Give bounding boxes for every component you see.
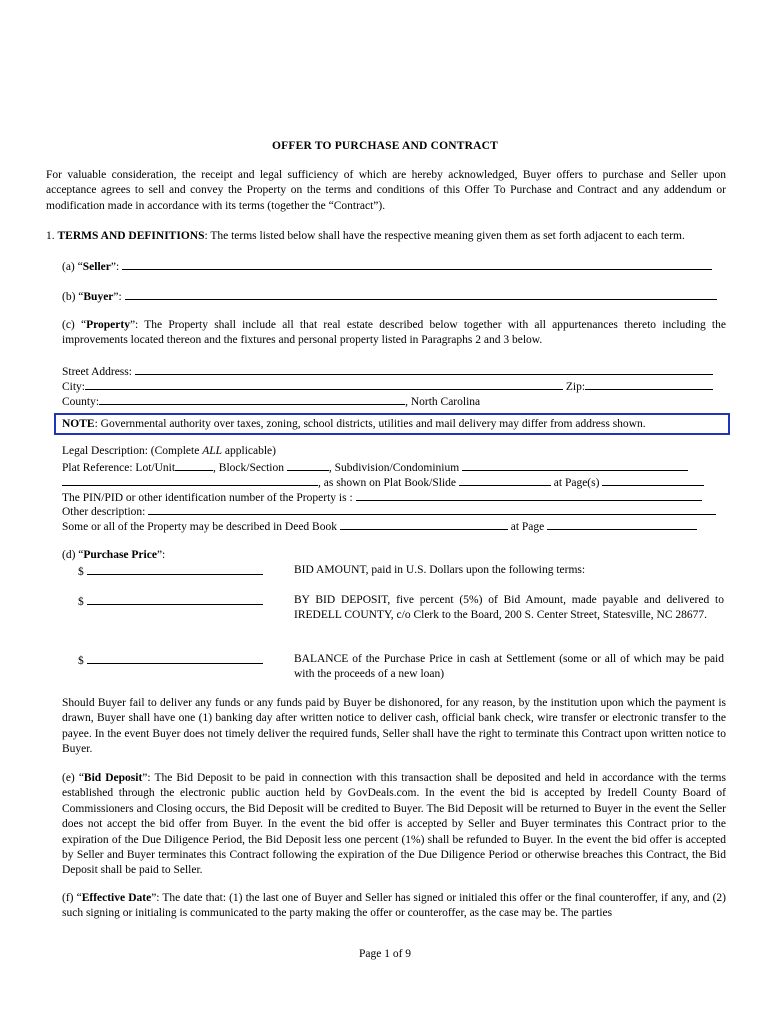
deed-page-field[interactable] <box>547 518 697 530</box>
legal-description-line: Legal Description: (Complete ALL applicable) <box>62 445 276 457</box>
page-number: Page 1 of 9 <box>358 948 412 960</box>
balance-field[interactable] <box>87 652 263 664</box>
seller-label: Seller <box>82 261 111 273</box>
subdivision-field[interactable] <box>462 459 688 471</box>
section-terms-definitions <box>46 229 726 244</box>
buyer-label: Buyer <box>83 291 114 303</box>
buyer-field[interactable] <box>125 288 717 300</box>
zip-field[interactable] <box>585 378 713 390</box>
deed-book-field[interactable] <box>340 518 508 530</box>
bid-amount-row: $ <box>78 563 263 580</box>
bid-amount-text: BID AMOUNT, paid in U.S. Dollars upon the following terms: <box>294 564 586 576</box>
deed-book-line: Some or all of the Property may be described in Deed Book at Page <box>62 518 697 535</box>
city-field[interactable] <box>85 378 563 390</box>
city-zip-line: City: Zip: <box>62 378 713 395</box>
purchase-price-heading: (d) “Purchase Price”: <box>62 549 166 561</box>
note-box <box>54 413 730 435</box>
county-field[interactable] <box>99 393 405 405</box>
street-address-field[interactable] <box>135 363 713 375</box>
note-label: NOTE <box>62 418 95 430</box>
balance-row: $ <box>78 652 263 669</box>
effective-date-label: Effective Date <box>81 892 152 904</box>
other-description-line: Other description: <box>62 503 716 520</box>
plat-ref-continuation-field[interactable] <box>62 474 318 486</box>
intro-paragraph: For valuable consideration, the receipt and legal sufficiency of which are hereby acknowledged, Buyer offers to purchase and Seller upon acceptance agrees to sell and convey the Property on the terms and conditions of this Offer To Purchase and Contract and any addendum or modification made in accordance with its terms (together the “Contract”). <box>46 169 726 212</box>
bid-deposit-label: Bid Deposit <box>83 772 143 784</box>
section-heading: TERMS AND DEFINITIONS <box>57 230 205 242</box>
pin-line: The PIN/PID or other identification number of the Property is : <box>62 489 702 506</box>
property-label: Property <box>86 319 130 331</box>
property-paragraph: (c) “Property”: The Property shall include all that real estate described below together with all appurtenances thereto including the improvements located thereon and the fixtures and personal property listed in Paragraphs 2 and 3 below. <box>62 319 726 347</box>
bid-deposit-text: BY BID DEPOSIT, five percent (5%) of Bid Amount, made payable and delivered to IREDELL COUNTY, c/o Clerk to the Board, 200 S. Center Street, Statesville, NC 28677. <box>294 594 724 622</box>
plat-book-line: , as shown on Plat Book/Slide at Page(s) <box>62 474 704 491</box>
seller-field[interactable] <box>122 258 712 270</box>
balance-text: BALANCE of the Purchase Price in cash at Settlement (some or all of which may be paid with the proceeds of a new loan) <box>294 653 724 681</box>
plat-pages-field[interactable] <box>602 474 704 486</box>
pin-field[interactable] <box>356 489 702 501</box>
effective-date-paragraph: (f) “Effective Date”: The date that: (1) the last one of Buyer and Seller has signed or initialed this offer or the final counteroffer, if any, and (2) such signing or initialing is communicated to the party making the offer or counteroffer, as the case may be. The parties <box>62 892 726 920</box>
county-line: County: , North Carolina <box>62 393 480 410</box>
seller-line: (a) “Seller”: <box>62 258 712 275</box>
note-text: : Governmental authority over taxes, zoning, school districts, utilities and mail delivery may differ from address shown. <box>94 418 646 430</box>
street-address-line: Street Address: <box>62 363 713 380</box>
bid-amount-field[interactable] <box>87 563 263 575</box>
lot-unit-field[interactable] <box>175 459 213 471</box>
plat-book-field[interactable] <box>459 474 551 486</box>
section-number: 1. <box>46 230 55 242</box>
block-section-field[interactable] <box>287 459 329 471</box>
bid-deposit-paragraph: (e) “Bid Deposit”: The Bid Deposit to be paid in connection with this transaction shall be deposited and held in accordance with the terms established through the electronic public auction held by GovDeals.com. In the event the bid is accepted by Iredell County Board of Commissioners and Closing occurs, the Bid Deposit will be credited to Buyer. The Bid Deposit will be returned to Buyer in the event the Seller does not accept the bid offer from Buyer. In the event the bid offer is accepted by Seller and Buyer terminates this Contract prior to the expiration of the Due Diligence Period, the Bid Deposit less one percent (1%) shall be refunded to Buyer. In the event the bid offer is accepted by Seller and Buyer terminates this Contract following the expiration of the Due Diligence Period or otherwise breaches this Contract, the Bid Deposit shall be paid to Seller. <box>62 772 726 877</box>
buyer-line: (b) “Buyer”: <box>62 288 717 305</box>
bid-deposit-field[interactable] <box>87 593 263 605</box>
section-text: : The terms listed below shall have the respective meaning given them as set forth adjacent to each term. <box>204 230 685 242</box>
purchase-price-label: Purchase Price <box>83 549 157 561</box>
document-title: OFFER TO PURCHASE AND CONTRACT <box>271 140 499 152</box>
other-description-field[interactable] <box>148 503 716 515</box>
fail-funds-paragraph: Should Buyer fail to deliver any funds or any funds paid by Buyer be dishonored, for any reason, by the institution upon which the payment is drawn, Buyer shall have one (1) banking day after written notice to deliver cash, official bank check, wire transfer or electronic transfer to the payee. In the event Buyer does not timely deliver the required funds, Seller shall have the right to terminate this Contract upon written notice to Buyer. <box>62 697 726 756</box>
plat-reference-line: Plat Reference: Lot/Unit , Block/Section , Subdivision/Condominium <box>62 459 688 476</box>
bid-deposit-row: $ <box>78 593 263 610</box>
